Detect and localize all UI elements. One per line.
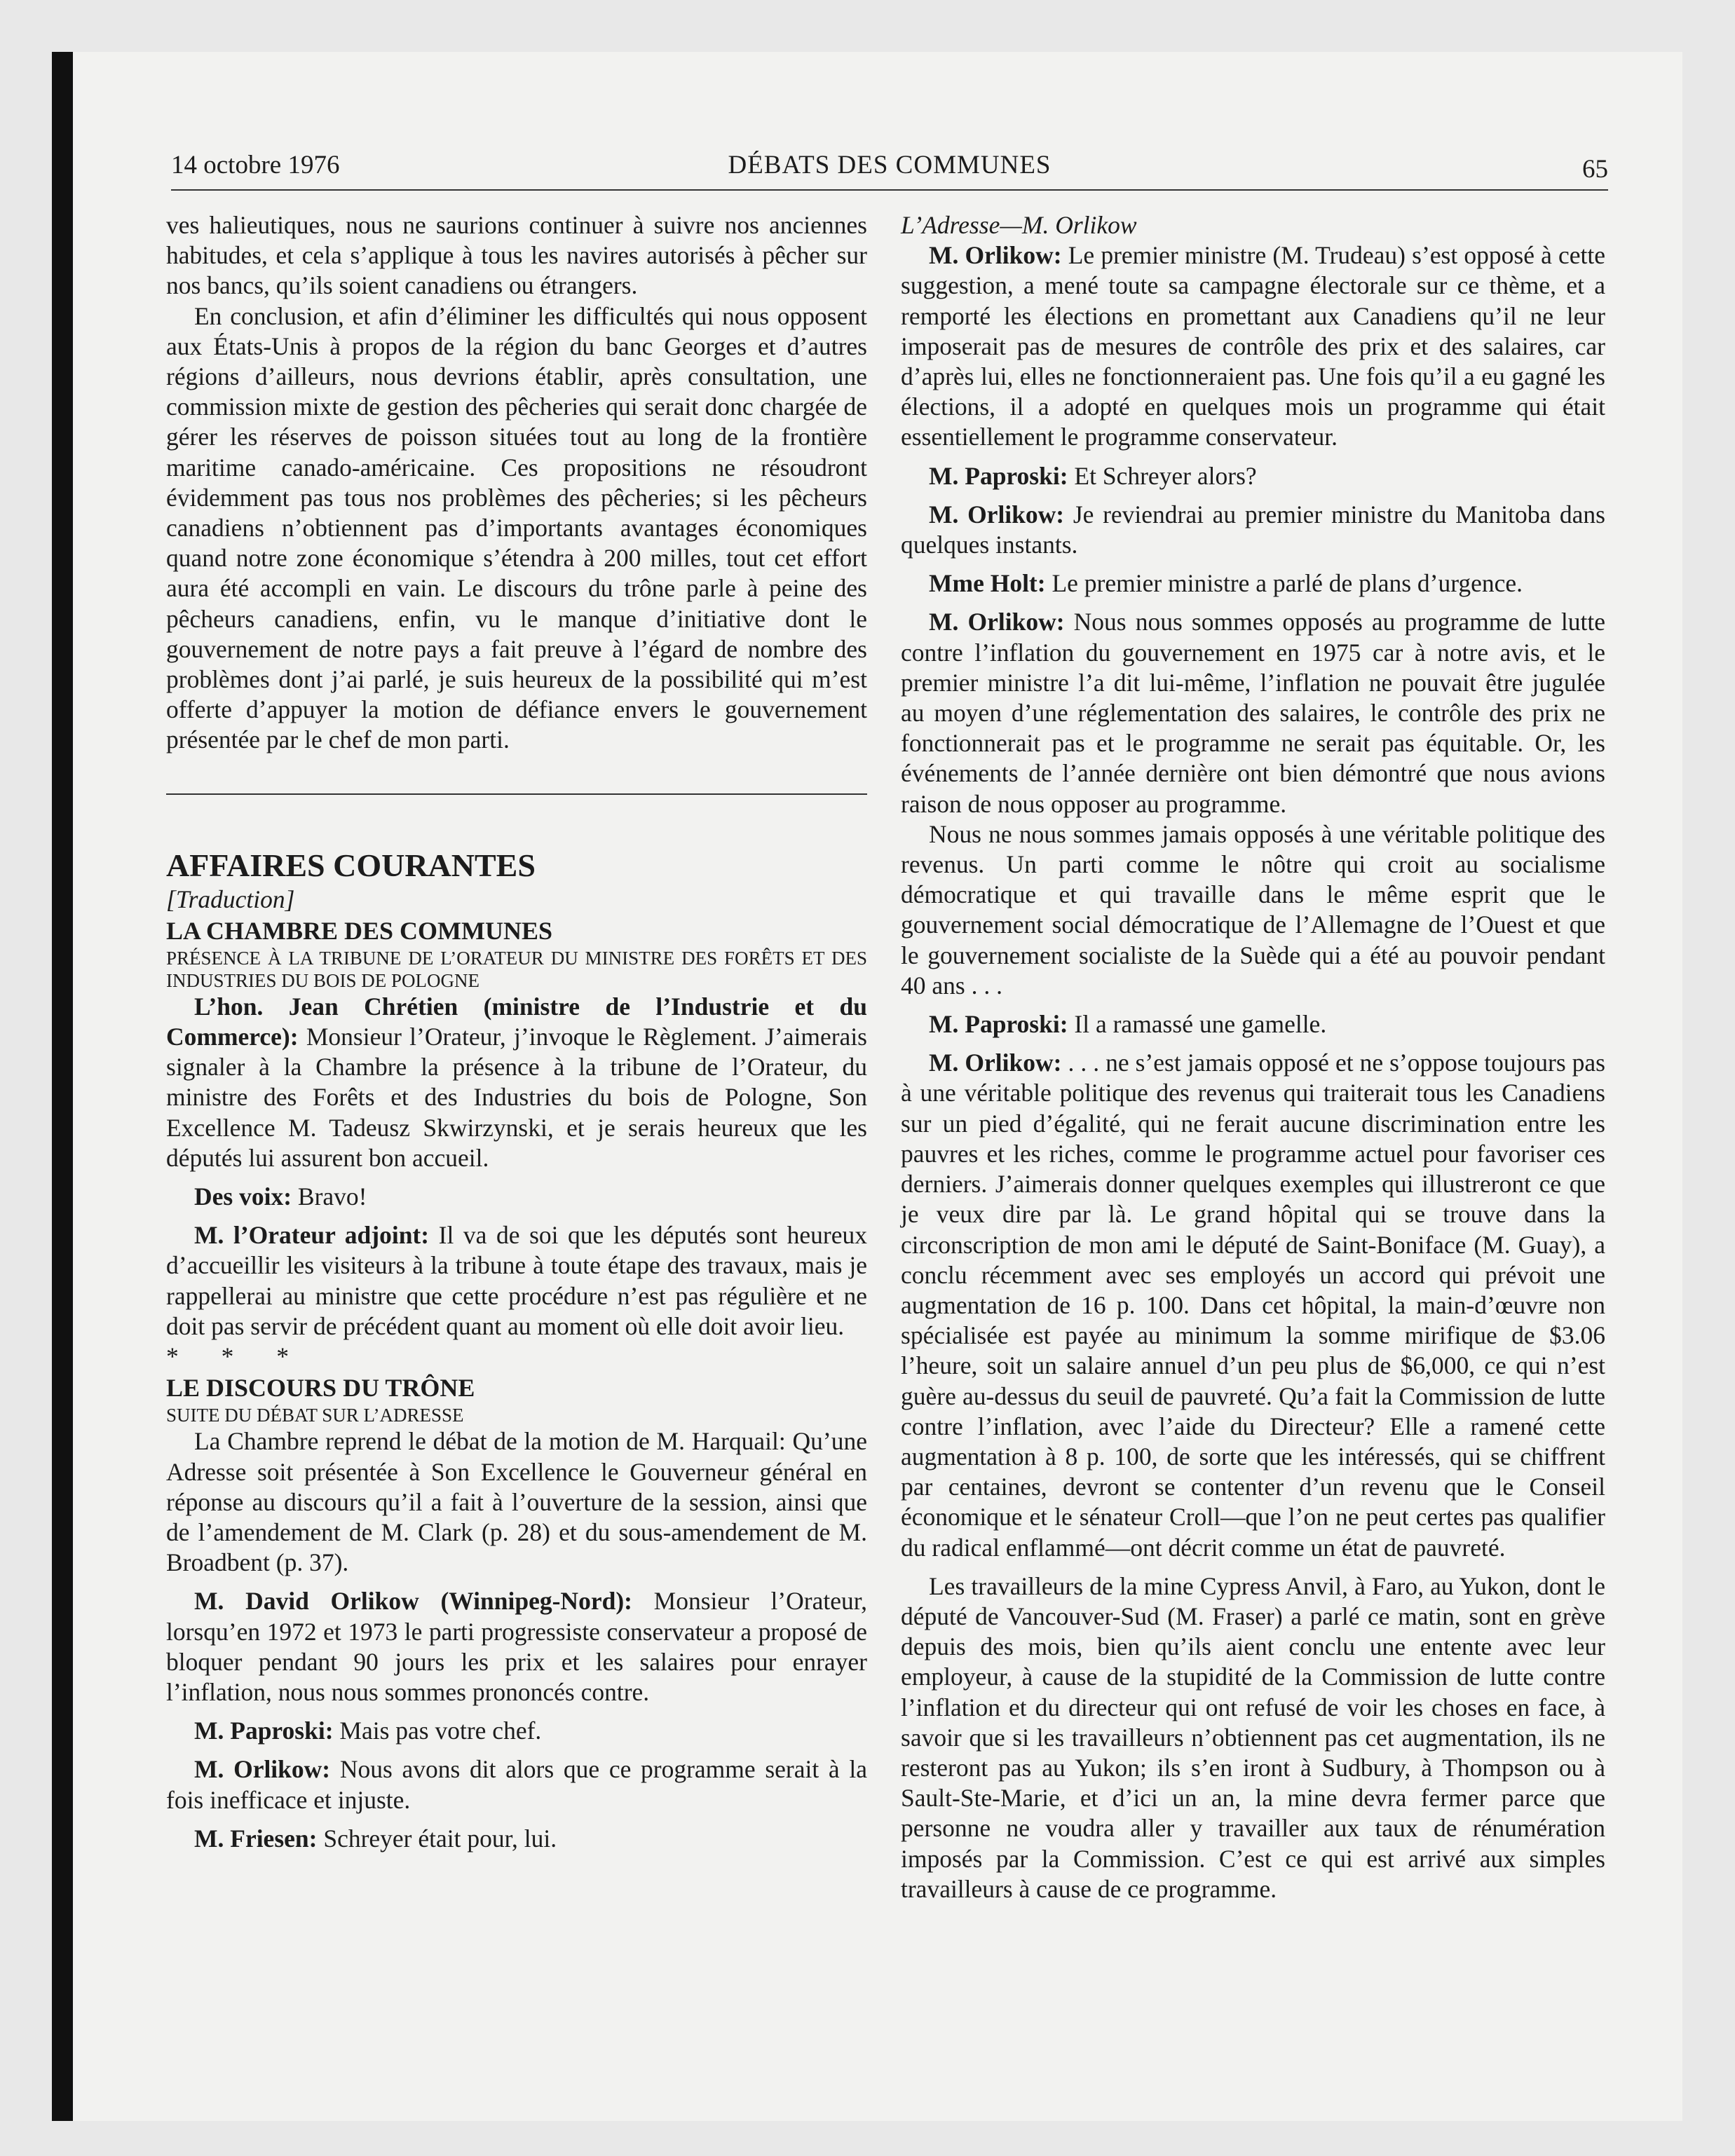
speech-text: Je reviendrai au premier ministre du Manitoba dans quelques instants. (901, 500, 1605, 559)
paragraph: Nous ne nous sommes jamais opposés à une véritable politique des revenus. Un parti comme le nôtre qui croit au socialisme démocratique et qui travaille dans le même esprit que le gouvernement social démocratique de l’Allemagne de l’Ouest et que le gouvernement socialiste de la Suède qui a été au pouvoir pendant 40 ans . . . (901, 819, 1605, 999)
paragraph: La Chambre reprend le débat de la motion de M. Harquail: Qu’une Adresse soit présentée à Son Excellence le Gouverneur général en réponse au discours qu’il a fait à l’ouverture de la session, ainsi que de l’amendement de M. Clark (p. 28) et du sous-amendement de M. Broadbent (p. 37). (166, 1427, 867, 1577)
speech (166, 1182, 867, 1212)
speech-text: Schreyer était pour, lui. (323, 1824, 557, 1853)
heading-discours: LE DISCOURS DU TRÔNE (166, 1374, 475, 1403)
speech (901, 240, 1605, 452)
speaker-name: M. Orlikow: (929, 1049, 1062, 1077)
speech (901, 1048, 1605, 1562)
speaker-name: M. Orlikow: (194, 1755, 331, 1784)
speech-text: Nous nous sommes opposés au programme de lutte contre l’inflation du gouvernement en 1975 car à notre avis, et le premier ministre l’a dit lui-même, l’inflation ne pouvait être jugulée au moyen d’une réglementation des salaires, le contrôle des prix ne fonctionnerait pas et le programme ne serait pas équitable. Or, les événements de l’année dernière ont bien démontré que nous avions raison de nous opposer au programme. (901, 608, 1605, 818)
speaker-name: M. Friesen: (194, 1824, 318, 1853)
speaker-name: M. Orlikow: (929, 241, 1062, 270)
speech (901, 500, 1605, 560)
speech (166, 1754, 867, 1815)
speaker-name: Des voix: (194, 1182, 292, 1211)
speaker-name: M. Orlikow: (929, 608, 1065, 636)
speech (901, 1009, 1605, 1039)
page-number: 65 (1582, 155, 1608, 184)
speech-text: Il va de soi que les députés sont heureux d’accueillir les visiteurs à la tribune à toute étape des travaux, mais je rappellerai au ministre que cette procédure n’est pas régulière et ne doit pas servir de précédent quant au moment où elle doit avoir lieu. (166, 1221, 867, 1340)
speaker-name: Mme Holt: (929, 569, 1046, 598)
speech (901, 461, 1605, 491)
speech-text: Bravo! (297, 1182, 367, 1211)
speaker-name: M. l’Orateur adjoint: (194, 1221, 430, 1250)
speech-text: Le premier ministre a parlé de plans d’urgence. (1052, 569, 1523, 598)
subheading-discours: SUITE DU DÉBAT SUR L’ADRESSE (166, 1405, 464, 1426)
page-header (171, 150, 1608, 191)
speaker-name: M. Paproski: (929, 1010, 1068, 1039)
paragraph: ves halieutiques, nous ne saurions continuer à suivre nos anciennes habitudes, et cela s’applique à tous les navires autorisés à pêcher sur nos bancs, qu’ils soient canadiens ou étrangers. (166, 211, 867, 300)
speech (166, 1220, 867, 1342)
speech (901, 568, 1605, 599)
header-title: DÉBATS DES COMMUNES (728, 151, 1052, 179)
speech (901, 607, 1605, 819)
speaker-name: L’hon. Jean Chrétien (ministre de l’Industrie et du Commerce): (166, 992, 867, 1051)
right-column (901, 210, 1605, 1904)
speech (166, 1716, 867, 1746)
speech-text: Mais pas votre chef. (339, 1717, 542, 1745)
speech-text: Il a ramassé une gamelle. (1074, 1010, 1327, 1039)
header-date: 14 octobre 1976 (171, 151, 340, 179)
paragraph: En conclusion, et afin d’éliminer les difficultés qui nous opposent aux États-Unis à propos de la région du banc Georges et d’autres régions d’ailleurs, nous devrions établir, après consultation, une commission mixte de gestion des pêcheries qui serait donc chargée de gérer les réserves de poisson situées tout au long de la frontière maritime canado-américaine. Ces propositions ne résoudront évidemment pas tous nos problèmes des pêcheries; si les pêcheurs canadiens n’obtiennent pas d’importants avantages économiques quand notre zone économique s’étendra à 200 milles, tout cet effort aura été accompli en vain. Le discours du trône parle à peine des pêcheurs canadiens, enfin, vu le manque d’initiative dont le gouvernement de notre pays a fait preuve à l’égard de nombre des problèmes dont j’ai parlé, je suis heureux de la possibilité qui m’est offerte d’appuyer la motion de défiance envers le gouvernement présentée par le chef de mon parti. (166, 301, 867, 754)
subheading-chambre: PRÉSENCE À LA TRIBUNE DE L’ORATEUR DU MINISTRE DES FORÊTS ET DES INDUSTRIES DU BOIS DE POLOGNE (166, 947, 867, 991)
section-heading-affaires: AFFAIRES COURANTES (166, 847, 536, 883)
speech (166, 1824, 867, 1854)
speech (166, 1586, 867, 1707)
speech-text: Nous avons dit alors que ce programme serait à la fois inefficace et injuste. (166, 1755, 867, 1814)
heading-chambre: LA CHAMBRE DES COMMUNES (166, 916, 553, 945)
left-column (166, 210, 867, 1854)
section-separator-stars: * * * (166, 1342, 307, 1371)
section-divider (166, 793, 867, 795)
speaker-name: M. David Orlikow (Winnipeg-Nord): (194, 1587, 632, 1616)
speech-text: Monsieur l’Orateur, j’invoque le Règlement. J’aimerais signaler à la Chambre la présence à la tribune de l’Orateur, du ministre des Forêts et des Industries du bois de Pologne, Son Excellence M. Tadeusz Skwirzynski, et je serais heureux que les députés lui assurent bon accueil. (166, 1023, 867, 1172)
speaker-name: M. Orlikow: (929, 500, 1065, 528)
running-head: L’Adresse—M. Orlikow (901, 211, 1137, 239)
speech-text: Et Schreyer alors? (1074, 461, 1257, 490)
paragraph: Les travailleurs de la mine Cypress Anvil, à Faro, au Yukon, dont le député de Vancouver-Sud (M. Fraser) a parlé ce matin, sont en grève depuis des mois, bien qu’ils aient conclu une entente avec leur employeur, à cause de la stupidité de la Commission de lutte contre l’inflation et du directeur qui ont refusé de voir les choses en face, à savoir que si les travailleurs n’obtiennent pas cet augmentation, ils ne resteront pas au Yukon; ils s’en iront à Sudbury, à Thompson ou à Sault-Ste-Marie, et d’ici un an, la mine devra fermer parce que personne ne voudra aller y travailler aux taux de rénumération imposés par la Commission. C’est ce qui est arrivé aux simples travailleurs à cause de ce programme. (901, 1571, 1605, 1903)
speaker-name: M. Paproski: (929, 461, 1068, 490)
speech-text: Monsieur l’Orateur, lorsqu’en 1972 et 1973 le parti progressiste conservateur a proposé de bloquer pendant 90 jours les prix et les salaires pour enrayer l’inflation, nous nous sommes prononcés contre. (166, 1587, 867, 1706)
speech (166, 992, 867, 1173)
speech-text: Le premier ministre (M. Trudeau) s’est opposé à cette suggestion, a mené toute sa campagne électorale sur ce thème, et a remporté les élections en promettant aux Canadiens qu’il ne leur imposerait pas de mesures de contrôle des prix et des salaires, car d’après lui, elles ne fonctionneraient pas. Une fois qu’il a eu gagné les élections, il a adopté en quelques mois un programme qui était essentiellement le programme conservateur. (901, 241, 1606, 451)
traduction-note: [Traduction] (166, 885, 295, 913)
speech-text: . . . ne s’est jamais opposé et ne s’oppose toujours pas à une véritable politique des revenus qui traiterait tous les Canadiens sur un pied d’égalité, qui ne ferait aucune discrimination entre les pauvres et les riches, comme le programme actuel pour favoriser ces derniers. J’aimerais donner quelques exemples qui illustreront ce que je veux dire par là. Le grand hôpital qui se trouve dans la circonscription de mon ami le député de Saint-Boniface (M. Guay), a conclu récemment avec ses employés un accord qui prévoit une augmentation de 16 p. 100. Dans cet hôpital, la main-d’œuvre non spécialisée est payée au minimum la somme mirifique de $3.06 l’heure, soit un salaire annuel d’un peu plus de $6,000, ce qui n’est guère au-dessus du seuil de pauvreté. Qu’a fait la Commission de lutte contre l’inflation, avec l’aide du Directeur? Elle a ramené cette augmentation à 8 p. 100, de sorte que les intéressés, qui se chiffrent par centaines, devront se contenter d’un revenu que le Conseil économique et le sénateur Croll—que l’on ne peut certes pas qualifier du radical enflammé—ont décrit comme un état de pauvreté. (901, 1049, 1605, 1562)
speaker-name: M. Paproski: (194, 1717, 334, 1745)
